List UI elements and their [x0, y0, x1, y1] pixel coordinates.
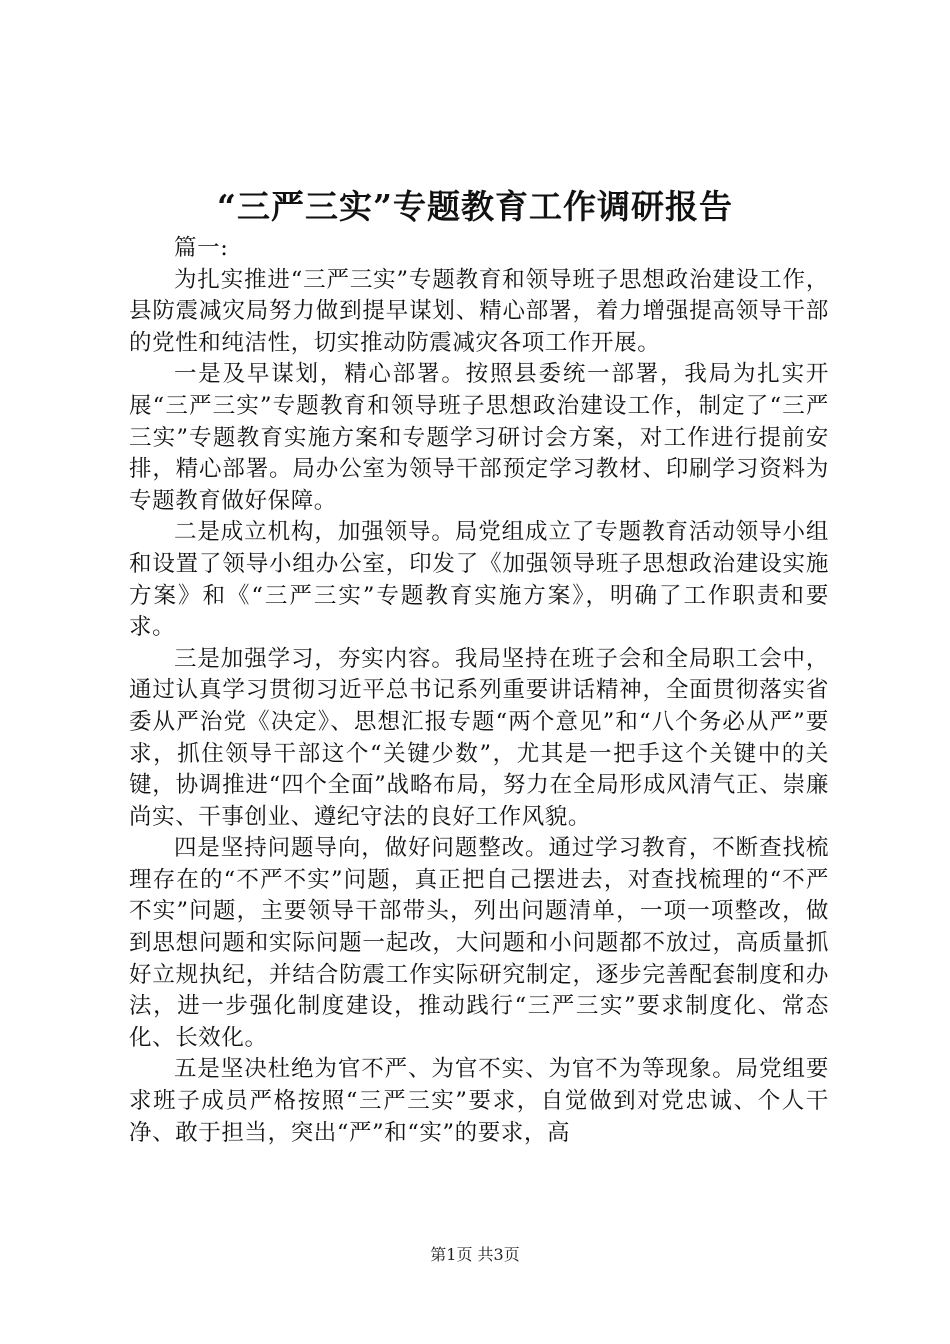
paragraph-five: 五是坚决杜绝为官不严、为官不实、为官不为等现象。局党组要求班子成员严格按照“三严三实”要求，自觉做到对党忠诚、个人干净、敢于担当，突出“严”和“实”的要求，高 — [129, 1056, 829, 1146]
paragraph-four: 四是坚持问题导向，做好问题整改。通过学习教育，不断查找梳理存在的“不严不实”问题，真正把自己摆进去，对查找梳理的“不严不实”问题，主要领导干部带头，列出问题清单，一项一项整改，做到思想问题和实际问题一起改，大问题和小问题都不放过，高质量抓好立规执纪，并结合防震工作实际研究制定，逐步完善配套制度和办法，进一步强化制度建设，推动践行“三严三实”要求制度化、常态化、长效化。 — [129, 835, 829, 1051]
paragraph-three: 三是加强学习，夯实内容。我局坚持在班子会和全局职工会中，通过认真学习贯彻习近平总书记系列重要讲话精神，全面贯彻落实省委从严治党《决定》、思想汇报专题“两个意见”和“八个务必从严”要求，抓住领导干部这个“关键少数”，尤其是一把手这个关键中的关键，协调推进“四个全面”战略布局，努力在全局形成风清气正、崇廉尚实、干事创业、遵纪守法的良好工作风貌。 — [129, 645, 829, 830]
page-footer: 第1页 共3页 — [430, 1245, 520, 1264]
paragraph-intro: 为扎实推进“三严三实”专题教育和领导班子思想政治建设工作，县防震减灾局努力做到提早谋划、精心部署，着力增强提高领导干部的党性和纯洁性，切实推动防震减灾各项工作开展。 — [129, 266, 829, 356]
section-label: 篇一: — [174, 235, 229, 261]
paragraph-two: 二是成立机构，加强领导。局党组成立了专题教育活动领导小组和设置了领导小组办公室，印发了《加强领导班子思想政治建设实施方案》和《“三严三实”专题教育实施方案》，明确了工作职责和要求。 — [129, 519, 829, 641]
document-title: “三严三实”专题教育工作调研报告 — [217, 187, 733, 226]
document-body — [129, 233, 829, 1149]
paragraph-one: 一是及早谋划，精心部署。按照县委统一部署，我局为扎实开展“三严三实”专题教育和领导班子思想政治建设工作，制定了“三严三实”专题教育实施方案和专题学习研讨会方案，对工作进行提前安排，精心部署。局办公室为领导干部预定学习教材、印刷学习资料为专题教育做好保障。 — [129, 361, 829, 514]
